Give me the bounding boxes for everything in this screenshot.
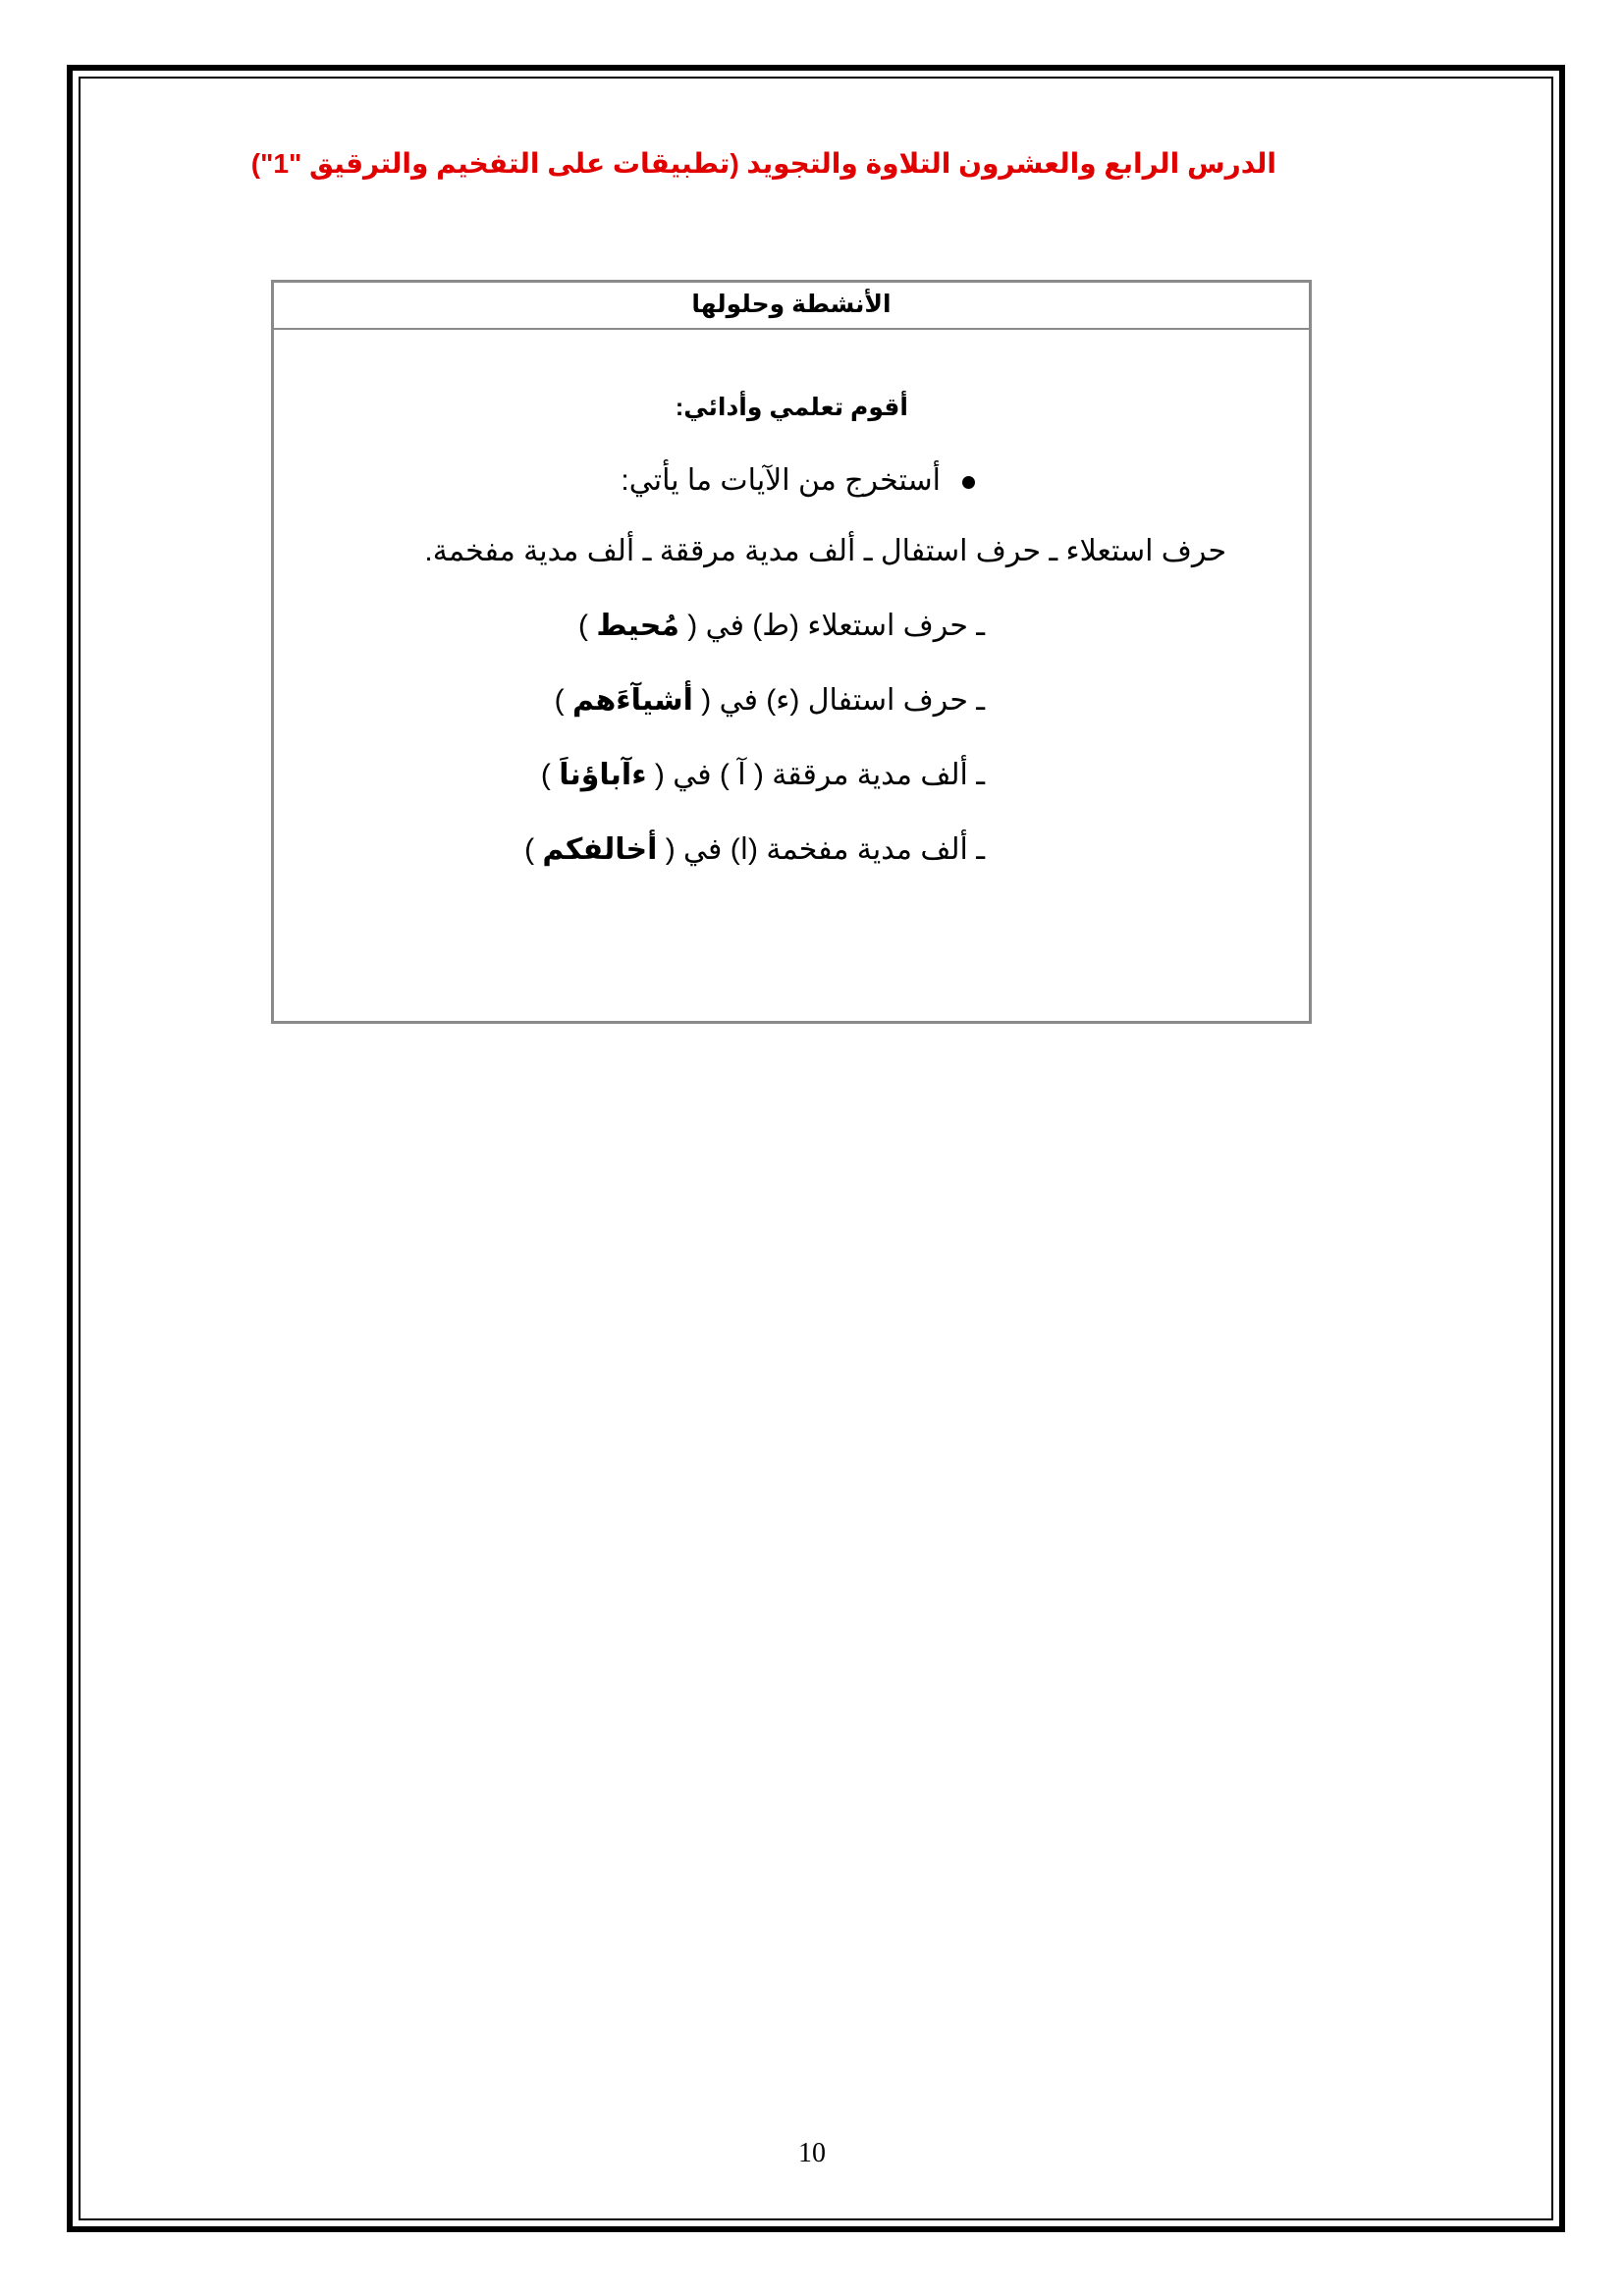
answer-text: ـ ألف مدية مفخمة (ا) في ( [657, 833, 985, 866]
answer-word: أشيآءَهم [571, 684, 693, 717]
answer-line [578, 609, 985, 643]
answer-text: ـ حرف استفال (ء) في ( [692, 684, 985, 717]
answer-line [541, 758, 985, 792]
self-assessment-heading: أقوم تعلمي وأدائي: [675, 394, 908, 421]
answer-text: ـ ألف مدية مرققة ( آ ) في ( [646, 759, 985, 791]
answer-close: ) [554, 684, 572, 717]
answer-line [555, 683, 985, 718]
answer-close: ) [578, 610, 597, 642]
answer-text: ـ حرف استعلاء (ط) في ( [678, 610, 985, 642]
page-number: 10 [798, 2138, 826, 2168]
bullet-dot-icon [962, 476, 975, 489]
activities-box [271, 280, 1312, 1024]
answer-word: أخالفكم [542, 833, 658, 866]
answer-close: ) [524, 833, 543, 866]
task-list-line: حرف استعلاء ـ حرف استفال ـ ألف مدية مرققة ـ ألف مدية مفخمة. [424, 535, 1226, 567]
answer-close: ) [540, 759, 560, 791]
bullet-item [621, 463, 975, 498]
lesson-title: الدرس الرابع والعشرون التلاوة والتجويد (تطبيقات على التفخيم والترقيق "1") [250, 148, 1276, 179]
bullet-text: أستخرج من الآيات ما يأتي: [621, 464, 941, 497]
answer-word: ءآباؤناَ [559, 759, 647, 791]
activities-header: الأنشطة وحلولها [274, 283, 1309, 330]
answer-line [524, 832, 985, 867]
answer-word: مُحيط [596, 610, 679, 642]
